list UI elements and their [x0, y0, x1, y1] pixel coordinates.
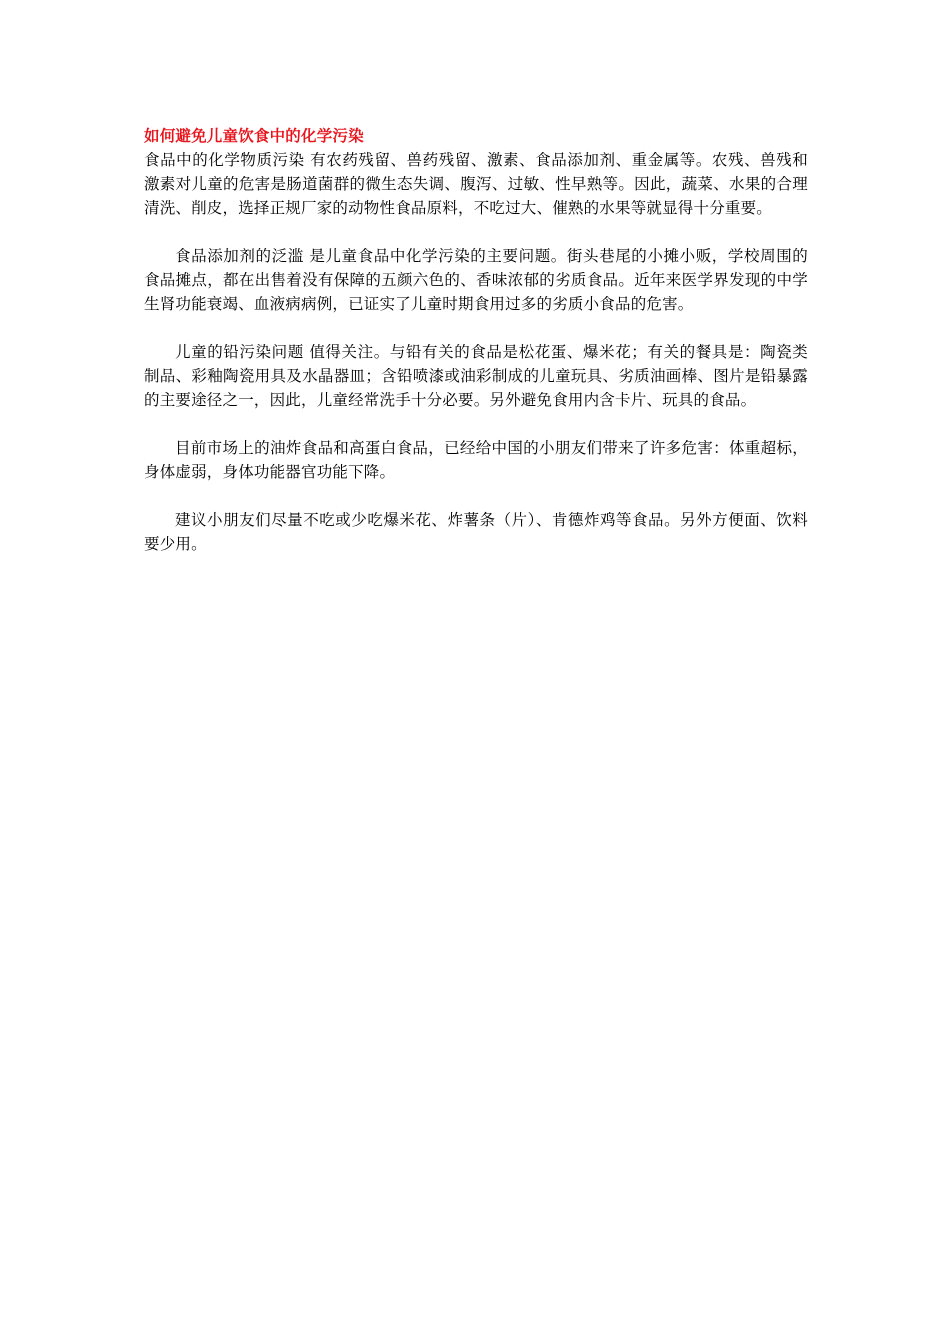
document-body: [144, 124, 808, 556]
paragraph-lead-pollution: 儿童的铅污染问题 值得关注。与铅有关的食品是松花蛋、爆米花；有关的餐具是：陶瓷类制品、彩釉陶瓷用具及水晶器皿；含铅喷漆或油彩制成的儿童玩具、劣质油画棒、图片是铅暴露的主要途径之一，因此，儿童经常洗手十分必要。另外避免食用内含卡片、玩具的食品。: [144, 343, 808, 409]
paragraph-recommendation: 建议小朋友们尽量不吃或少吃爆米花、炸薯条（片）、肯德炸鸡等食品。另外方便面、饮料要少用。: [144, 511, 808, 553]
document-title: 如何避免儿童饮食中的化学污染: [144, 127, 364, 145]
paragraph-chemical-contamination: 食品中的化学物质污染 有农药残留、兽药残留、激素、食品添加剂、重金属等。农残、兽残和激素对儿童的危害是肠道菌群的微生态失调、腹泻、过敏、性早熟等。因此，蔬菜、水果的合理清洗、削皮，选择正规厂家的动物性食品原料，不吃过大、催熟的水果等就显得十分重要。: [144, 151, 808, 217]
paragraph-food-additives: 食品添加剂的泛滥 是儿童食品中化学污染的主要问题。街头巷尾的小摊小贩，学校周围的食品摊点，都在出售着没有保障的五颜六色的、香味浓郁的劣质食品。近年来医学界发现的中学生肾功能衰竭、血液病病例，已证实了儿童时期食用过多的劣质小食品的危害。: [144, 247, 808, 313]
paragraph-fried-food: 目前市场上的油炸食品和高蛋白食品，已经给中国的小朋友们带来了许多危害：体重超标，身体虚弱，身体功能器官功能下降。: [144, 439, 808, 481]
